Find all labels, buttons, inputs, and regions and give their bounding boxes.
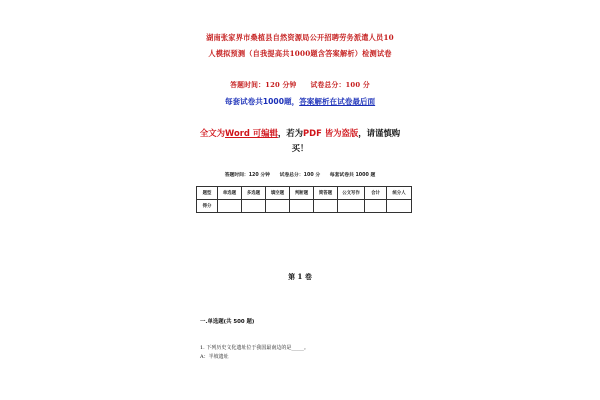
- score-table: [196, 186, 412, 213]
- score-cell: [338, 200, 365, 213]
- score-cell: [365, 200, 387, 213]
- edit-notice-part1: 全文为: [199, 128, 226, 138]
- score-cell: [290, 200, 314, 213]
- answer-location-link[interactable]: 答案解析在试卷最后面: [299, 97, 376, 106]
- score-table-header: 题型: [197, 187, 218, 200]
- word-editable-text: Word 可编辑: [225, 128, 278, 138]
- score-table-header: 判断题: [290, 187, 314, 200]
- score-table-header: 公文写作: [338, 187, 365, 200]
- exam-question-count: 每套试卷共 1000 题: [329, 173, 376, 178]
- doc-title-line-2: 人模拟预测（自我提高共1000题含答案解析）检测试卷: [208, 49, 392, 58]
- exam-total-score: 试卷总分：100 分: [279, 173, 321, 178]
- answer-notice: [0, 96, 600, 107]
- exam-meta: 答题时间：120 分钟 试卷总分：100 分: [230, 81, 370, 89]
- score-table-header: 单选题: [218, 187, 242, 200]
- score-cell: [266, 200, 290, 213]
- score-cell: [242, 200, 266, 213]
- score-cell: [314, 200, 338, 213]
- score-cell: [387, 200, 412, 213]
- score-table-header: 合计: [365, 187, 387, 200]
- edit-notice-part3: ，请谨慎购: [358, 128, 401, 138]
- score-table-header: 简答题: [314, 187, 338, 200]
- score-table-header: 统分人: [387, 187, 412, 200]
- score-table-header-row: [197, 187, 412, 200]
- edit-notice-line2: 买！: [291, 143, 309, 153]
- score-table-header: 多选题: [242, 187, 266, 200]
- part-title: 第 1 卷: [288, 272, 312, 281]
- exam-info-line: [0, 171, 600, 178]
- question-text: 1. 下列历史文化遗址位于我国最南边的是_____。: [200, 345, 309, 351]
- pdf-pirated-text: PDF 皆为盗版: [303, 128, 359, 138]
- score-cell: [218, 200, 242, 213]
- score-row-label: 得分: [197, 200, 218, 213]
- edit-notice: [0, 126, 600, 156]
- score-table-score-row: [197, 200, 412, 213]
- doc-title-line-1: 湖南张家界市桑植县自然资源局公开招聘劳务派遣人员10: [206, 33, 394, 42]
- score-table-header: 填空题: [266, 187, 290, 200]
- edit-notice-part2: ，若为: [277, 128, 303, 138]
- answer-notice-prefix: 每套试卷共1000题，: [224, 97, 300, 106]
- question-option-a: A：半坡遗址: [200, 354, 229, 360]
- exam-time: 答题时间：120 分钟: [224, 173, 270, 178]
- section-title: 一.单选题(共 500 题): [200, 319, 255, 325]
